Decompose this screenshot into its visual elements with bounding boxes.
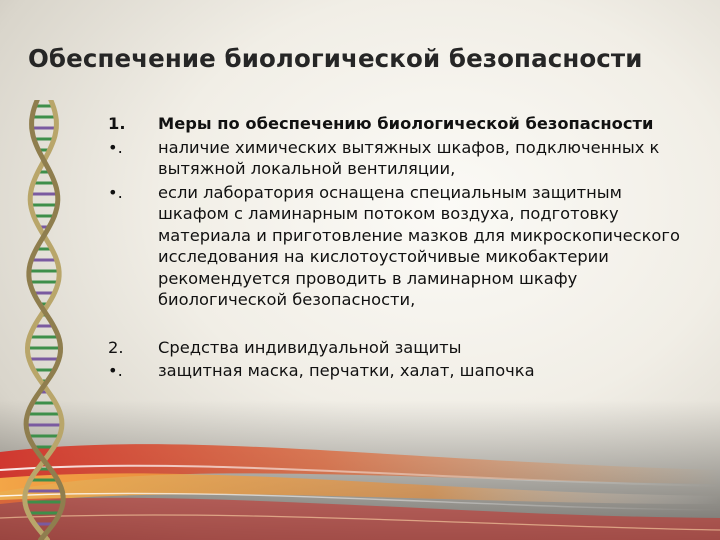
list-item — [108, 360, 688, 382]
list-item-text: Средства индивидуальной защиты — [158, 337, 462, 357]
list-item — [108, 182, 688, 311]
bullet-list — [108, 113, 688, 382]
list-item-text: Меры по обеспечению биологической безопасности — [158, 114, 654, 133]
list-item — [108, 113, 688, 135]
list-item-text: защитная маска, перчатки, халат, шапочка — [158, 361, 535, 380]
dna-helix-image — [8, 100, 80, 540]
light-streaks-decoration — [0, 400, 720, 540]
list-item-text: если лаборатория оснащена специальным защитным шкафом с ламинарным потоком воздуха, подготовку материала и приготовление мазков для микроскопического исследования на кислотоустойчивые микобактерии рекомендуется проводить в ламинарном шкафу биологической безопасности, — [158, 182, 680, 309]
slide-title: Обеспечение биологической безопасности — [28, 44, 643, 73]
list-marker: •. — [108, 182, 123, 202]
list-item — [108, 137, 688, 180]
list-marker: 2. — [108, 337, 124, 357]
list-marker: •. — [108, 137, 123, 157]
list-marker: •. — [108, 361, 123, 380]
list-item-text: наличие химических вытяжных шкафов, подключенных к вытяжной локальной вентиляции, — [158, 137, 660, 178]
list-marker: 1. — [108, 114, 126, 133]
list-item — [108, 337, 688, 359]
